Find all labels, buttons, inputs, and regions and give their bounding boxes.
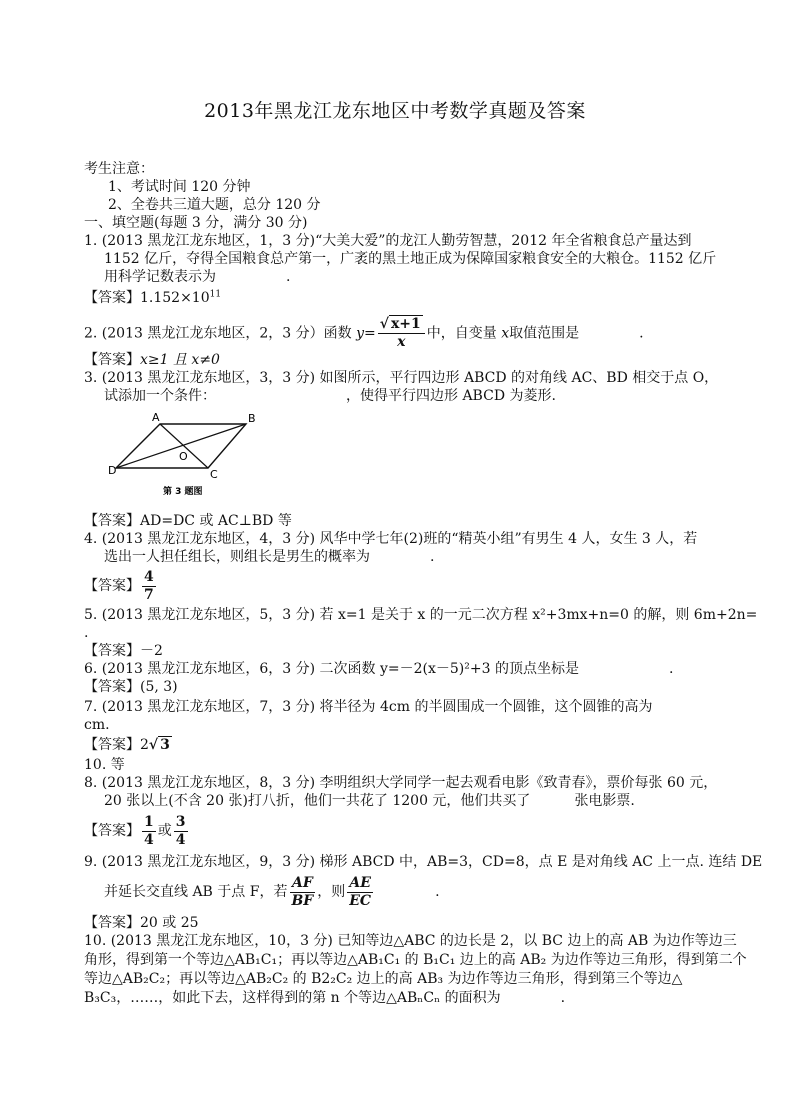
- page-title: 2013年黑龙江龙东地区中考数学真题及答案: [204, 100, 586, 122]
- q1-line-3: [104, 268, 290, 286]
- q2-answer: [84, 351, 220, 369]
- q9-line-1: 9. (2013 黑龙江龙东地区，9，3 分) 梯形 ABCD 中，AB=3，CD=8，点 E 是对角线 AC 上一点. 连结 DE: [84, 854, 763, 870]
- answer-tag: 【答案】: [84, 915, 140, 931]
- q2-post: 中，自变量: [426, 325, 502, 342]
- q5-line-1: 5. (2013 黑龙江龙东地区，5，3 分) 若 x=1 是关于 x 的一元二次方程 x²+3mx+n=0 的解，则 6m+2n=: [84, 607, 758, 623]
- label-a: A: [152, 411, 160, 424]
- q9-line-2: [104, 872, 440, 912]
- q8-line-2: [104, 792, 635, 810]
- q1-answer-exponent: 11: [209, 289, 222, 300]
- q6-period: .: [668, 661, 674, 677]
- q2-y: y: [356, 325, 364, 342]
- label-o: O: [179, 450, 188, 463]
- q5-answer-text: －2: [140, 643, 163, 659]
- q9-answer-text: 20 或 25: [140, 915, 199, 931]
- sqrt-sign: √ x+1: [379, 316, 421, 332]
- q9-f2-den: EC: [349, 892, 372, 909]
- notice-item-2: 2、全卷共三道大题，总分 120 分: [108, 197, 321, 213]
- figure-caption: 第 3 题图: [163, 487, 203, 497]
- answer-tag: 【答案】: [84, 578, 140, 594]
- q2-function-fraction: [378, 316, 425, 351]
- q5-line-2: .: [84, 625, 89, 641]
- q10-period: .: [560, 990, 566, 1006]
- q6-answer: [84, 678, 178, 696]
- q3-line-2a: 试添加一个条件：: [104, 388, 216, 404]
- q9-answer: [84, 914, 199, 932]
- q7-line-2: cm.: [84, 717, 110, 733]
- q6-line-1: [84, 660, 673, 678]
- answer-tag: 【答案】: [84, 513, 140, 529]
- q9-line-2b: ，则: [317, 884, 346, 900]
- q2-frac-den: x: [397, 334, 406, 350]
- q3-line-2: [104, 387, 556, 405]
- q2-answer-text: x≥1 且 x≠0: [140, 352, 220, 368]
- q9-f2-num: AE: [349, 874, 371, 891]
- q8-f1-den: 4: [144, 831, 154, 848]
- q6-answer-text: (5, 3): [140, 679, 178, 695]
- label-b: B: [248, 412, 256, 425]
- q10-line-2: 角形，得到第一个等边△AB₁C₁；再以等边△AB₁C₁ 的 B₁C₁ 边上的高 AB₂ 为边作等边三角形，得到第二个: [84, 952, 747, 968]
- answer-tag: 【答案】: [84, 643, 140, 659]
- stray-line-10: 10. 等: [84, 757, 125, 773]
- q10-line-1: 10. (2013 黑龙江龙东地区，10，3 分) 已知等边△ABC 的边长是 2，以 BC 边上的高 AB 为边作等边三: [84, 933, 737, 949]
- q3-answer-text: AD=DC 或 AC⊥BD 等: [140, 513, 292, 529]
- q4-line-1: 4. (2013 黑龙江龙东地区，4，3 分) 风华中学七年(2)班的“精英小组”有男生 4 人，女生 3 人，若: [84, 531, 698, 547]
- q4-line-2: [104, 548, 434, 566]
- q2-radicand: x+1: [390, 316, 421, 332]
- q10-line-4-text: B₃C₃，……，如此下去，这样得到的第 n 个等边△ABₙCₙ 的面积为: [84, 990, 501, 1006]
- q2-post2: 取值范围是: [509, 325, 580, 342]
- q6-line-1-text: 6. (2013 黑龙江龙东地区，6，3 分) 二次函数 y=－2(x－5)²+3 的顶点坐标是: [84, 661, 579, 677]
- label-c: C: [210, 468, 218, 481]
- q1-line-3-text: 用科学记数表示为: [104, 269, 216, 285]
- q3-line-2b: ，使得平行四边形 ABCD 为菱形.: [346, 388, 556, 404]
- q9-fraction-ae-ec: [347, 875, 373, 910]
- q9-line-2a: 并延长交直线 AB 于点 F，若: [104, 884, 288, 900]
- q9-f1-den: BF: [291, 892, 314, 909]
- q4-period: .: [430, 549, 435, 565]
- answer-tag: 【答案】: [84, 679, 140, 695]
- q2-prefix: 2. (2013 黑龙江龙东地区，2，3 分）函数: [84, 325, 357, 342]
- q4-line-2-text: 选出一人担任组长，则组长是男生的概率为: [104, 549, 370, 565]
- answer-tag: 【答案】: [84, 352, 140, 368]
- q1-answer-base: 1.152×10: [140, 290, 210, 306]
- notice-item-1: 1、考试时间 120 分钟: [108, 179, 251, 195]
- q7-answer-radicand: 3: [160, 737, 170, 753]
- q2-x: x: [501, 325, 510, 342]
- q8-line-1: 8. (2013 黑龙江龙东地区，8，3 分) 李明组织大学同学一起去观看电影《致青春》，票价每张 60 元，: [84, 775, 718, 791]
- q8-answer: [84, 812, 190, 850]
- q2-eq: =: [364, 325, 376, 342]
- notice-heading: 考生注意：: [84, 161, 154, 177]
- q7-line-1: 7. (2013 黑龙江龙东地区，7，3 分) 将半径为 4cm 的半圆围成一个圆锥，这个圆锥的高为: [84, 699, 653, 715]
- q3-line-1: 3. (2013 黑龙江龙东地区，3，3 分) 如图所示，平行四边形 ABCD 的对角线 AC、BD 相交于点 O，: [84, 370, 719, 386]
- section-heading: 一、填空题(每题 3 分，满分 30 分): [84, 215, 308, 231]
- q4-ans-den: 7: [144, 586, 154, 603]
- answer-tag: 【答案】: [84, 737, 140, 753]
- q1-period: .: [286, 269, 291, 285]
- q8-f1-num: 1: [144, 813, 154, 830]
- q8-f2-num: 3: [175, 813, 186, 830]
- q7-answer: [84, 736, 172, 754]
- q9-fraction-af-bf: [289, 875, 315, 910]
- q3-answer: [84, 512, 292, 530]
- q4-answer-fraction: [142, 569, 156, 604]
- parallelogram-figure: [108, 410, 268, 500]
- q7-answer-coef: 2: [140, 737, 149, 753]
- q5-answer: [84, 642, 163, 660]
- q9-f1-num: AF: [291, 874, 313, 891]
- q8-or: 或: [157, 823, 172, 839]
- q10-line-4: [84, 989, 565, 1007]
- q8-answer-fraction-1: [142, 814, 156, 849]
- q2-period: .: [639, 325, 644, 342]
- q1-line-1: 1. (2013 黑龙江龙东地区，1，3 分)“大美大爱”的龙江人勤劳智慧，2012 年全省粮食总产量达到: [84, 233, 692, 249]
- label-d: D: [108, 464, 117, 477]
- q2-line: [84, 316, 644, 350]
- q1-answer: [84, 289, 221, 307]
- q9-period: .: [435, 884, 440, 900]
- q8-line-2a: 20 张以上(不含 20 张)打八折，他们一共花了 1200 元，他们共买了: [104, 793, 531, 809]
- q8-answer-fraction-2: [174, 814, 188, 849]
- q10-line-3: 等边△AB₂C₂；再以等边△AB₂C₂ 的 B2₂C₂ 边上的高 AB₃ 为边作等边三角形，得到第三个等边△: [84, 971, 683, 987]
- q2-frac-num: [378, 316, 425, 334]
- q4-ans-num: 4: [144, 568, 154, 585]
- q8-line-2b: 张电影票.: [574, 793, 635, 809]
- answer-tag: 【答案】: [84, 290, 140, 306]
- q4-answer: [84, 568, 158, 604]
- q1-line-2: 1152 亿斤，夺得全国粮食总产第一，广袤的黑土地正成为保障国家粮食安全的大粮仓。1152 亿斤: [104, 251, 717, 267]
- answer-tag: 【答案】: [84, 823, 140, 839]
- q8-f2-den: 4: [175, 831, 186, 848]
- q7-answer-sqrt: √ 3: [148, 737, 170, 753]
